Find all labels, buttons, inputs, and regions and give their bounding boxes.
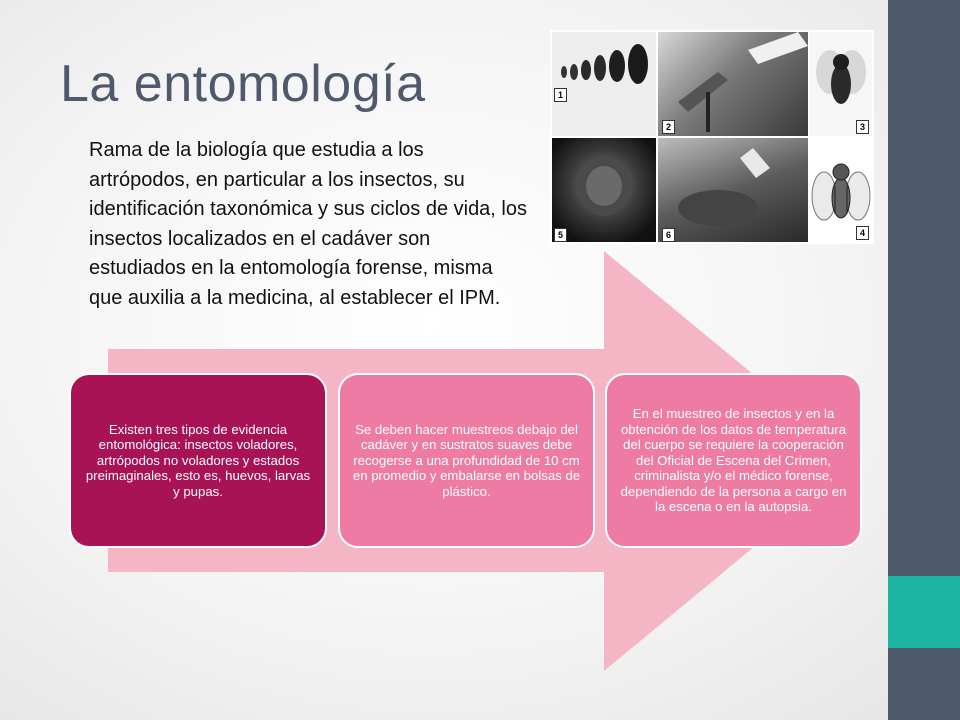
larvae-photo	[552, 32, 656, 136]
body-paragraph: Rama de la biología que estudia a los artrópodos, en particular a los insectos, su identificación taxonómica y sus ciclos de vida, los insectos localizados en el cadáver son estudiados en la entomología forense, misma que auxilia a la medicina, al establecer el IPM.	[89, 139, 527, 309]
fly-photo	[810, 32, 872, 136]
process-step-text: En el muestreo de insectos y en la obtención de los datos de temperatura del cuerpo se requiere la cooperación del Oficial de Escena del Crimen, criminalista y/o el médico forense, dependiendo de la persona a cargo en la escena o en la autopsia.	[620, 405, 847, 515]
photo-label: 6	[662, 228, 675, 242]
cadaver-photo	[552, 138, 656, 242]
photo-label: 5	[554, 228, 567, 242]
process-step-text: Se deben hacer muestreos debajo del cadáver y en sustratos suaves debe recogerse a una profundidad de 10 cm en promedio y embalarse en bolsas de plástico.	[352, 421, 581, 499]
photo-label: 3	[856, 120, 869, 134]
process-step-text: Existen tres tipos de evidencia entomológica: insectos voladores, artrópodos no voladores y estados preimaginales, esto es, huevos, larvas y pupas.	[85, 421, 311, 499]
process-step-3	[605, 373, 862, 548]
photo-label: 2	[662, 120, 675, 134]
photo-label: 4	[856, 226, 869, 240]
process-step-2	[338, 373, 595, 548]
forensic-photos	[550, 30, 874, 244]
photo-label: 1	[554, 88, 567, 102]
page-title: La entomología	[60, 55, 426, 113]
process-step-1	[69, 373, 327, 548]
crime-scene-photo	[658, 32, 808, 136]
sample-photo	[658, 138, 808, 242]
fly-illustration	[810, 138, 872, 242]
